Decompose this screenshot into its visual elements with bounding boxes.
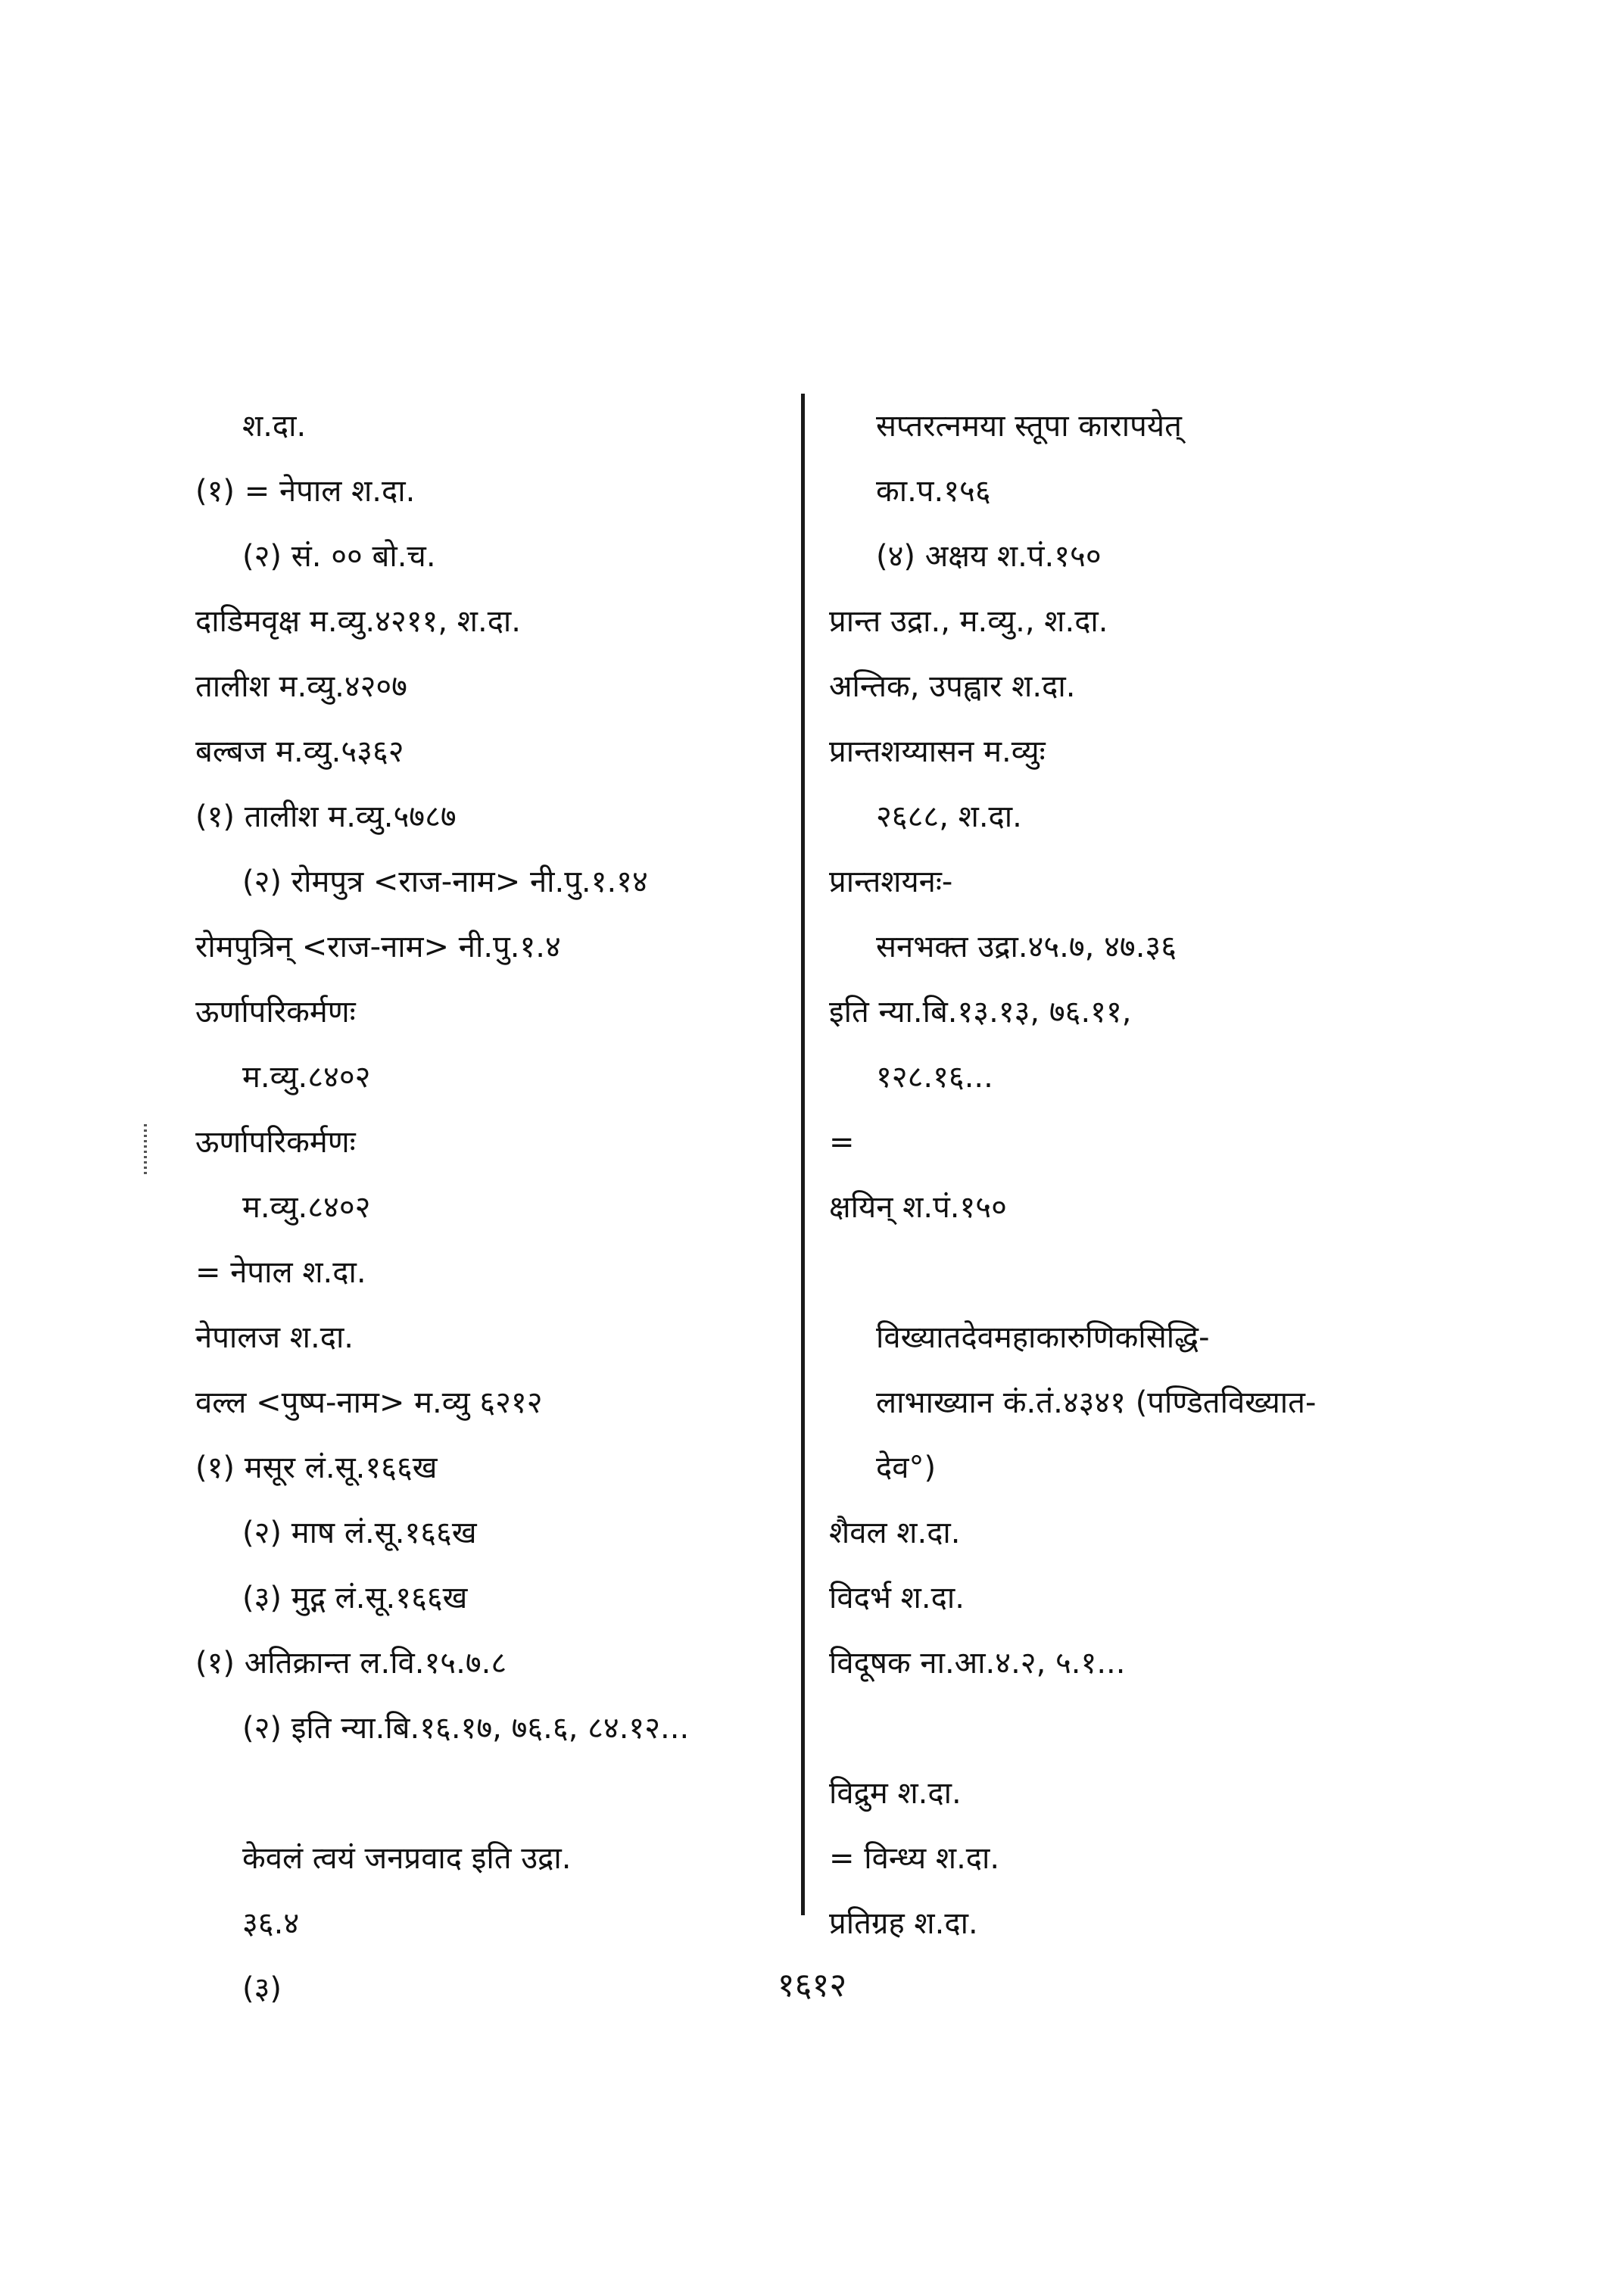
definition-text: (२) रोमपुत्र <राज-नाम> नी.पु.१.१४ bbox=[242, 865, 648, 899]
dictionary-line bbox=[829, 589, 1457, 654]
dictionary-line bbox=[195, 1566, 793, 1631]
dictionary-line bbox=[195, 1240, 793, 1305]
dictionary-line bbox=[195, 719, 793, 784]
dictionary-line bbox=[195, 1175, 793, 1240]
definition-text: (१) तालीश म.व्यु.५७८७ bbox=[195, 799, 457, 834]
dictionary-line bbox=[829, 719, 1457, 784]
dictionary-line bbox=[829, 914, 1457, 980]
left-column bbox=[195, 394, 793, 2021]
definition-text: प्रतिग्रह श.दा. bbox=[829, 1906, 978, 1941]
dictionary-line bbox=[829, 849, 1457, 914]
dictionary-line bbox=[829, 1631, 1457, 1696]
dictionary-line bbox=[829, 1566, 1457, 1631]
definition-text: (२) सं. ०० बो.च. bbox=[242, 539, 436, 574]
definition-text: केवलं त्वयं जनप्रवाद इति उद्रा. bbox=[242, 1841, 572, 1876]
definition-text: (४) अक्षय श.पं.१५० bbox=[876, 539, 1102, 574]
definition-text: विख्यातदेवमहाकारुणिकसिद्धि- bbox=[876, 1320, 1210, 1355]
dictionary-line bbox=[195, 1826, 793, 1891]
definition-text: रोमपुत्रिन् <राज-नाम> नी.पु.१.४ bbox=[195, 930, 561, 964]
dictionary-line bbox=[195, 524, 793, 589]
dictionary-line bbox=[195, 1435, 793, 1500]
dictionary-line bbox=[829, 1891, 1457, 1956]
definition-text: शैवल श.दा. bbox=[829, 1516, 961, 1550]
dictionary-line bbox=[829, 1370, 1457, 1435]
definition-text: (२) माष लं.सू.१६६ख bbox=[242, 1516, 477, 1550]
dictionary-line bbox=[195, 914, 793, 980]
definition-text: नेपालज श.दा. bbox=[195, 1320, 354, 1355]
dictionary-line bbox=[195, 1500, 793, 1566]
margin-mark bbox=[144, 1124, 147, 1177]
definition-text: अन्तिक, उपह्वार श.दा. bbox=[829, 669, 1076, 704]
definition-text: २६८८, श.दा. bbox=[876, 799, 1022, 834]
definition-text: वल्ल <पुष्प-नाम> म.व्यु ६२१२ bbox=[195, 1385, 543, 1420]
dictionary-line bbox=[195, 1631, 793, 1696]
definition-text: प्रान्त उद्रा., म.व्यु., श.दा. bbox=[829, 604, 1108, 639]
definition-text: १२८.१६... bbox=[876, 1060, 993, 1095]
definition-text: विदर्भ श.दा. bbox=[829, 1581, 965, 1615]
dictionary-line bbox=[829, 1826, 1457, 1891]
dictionary-line bbox=[195, 589, 793, 654]
definition-text: सप्तरत्नमया स्तूपा कारापयेत् bbox=[876, 409, 1182, 444]
definition-text: प्रान्तशय्यासन म.व्युः bbox=[829, 734, 1046, 769]
definition-text: विदूषक ना.आ.४.२, ५.१... bbox=[829, 1646, 1126, 1681]
dictionary-line bbox=[195, 1045, 793, 1110]
column-divider bbox=[801, 394, 805, 1915]
dictionary-line bbox=[829, 784, 1457, 849]
definition-text: = bbox=[829, 1125, 855, 1160]
dictionary-line bbox=[195, 394, 793, 459]
dictionary-line bbox=[829, 654, 1457, 719]
dictionary-line bbox=[195, 1891, 793, 1956]
definition-text: (३) bbox=[242, 1971, 282, 2006]
dictionary-line bbox=[195, 980, 793, 1045]
definition-text: (१) = नेपाल श.दा. bbox=[195, 474, 416, 509]
dictionary-line bbox=[829, 1435, 1457, 1500]
definition-text: प्रान्तशयनः- bbox=[829, 865, 953, 899]
definition-text: इति न्या.बि.१३.१३, ७६.११, bbox=[829, 995, 1132, 1030]
definition-text: विद्रुम श.दा. bbox=[829, 1776, 962, 1811]
definition-text: ऊर्णापरिकर्मणः bbox=[195, 1125, 356, 1160]
definition-text: तालीश म.व्यु.४२०७ bbox=[195, 669, 407, 704]
definition-text: का.प.१५६ bbox=[876, 474, 991, 509]
definition-text: सनभक्त उद्रा.४५.७, ४७.३६ bbox=[876, 930, 1177, 964]
definition-text: बल्बज म.व्यु.५३६२ bbox=[195, 734, 404, 769]
definition-text: (१) मसूर लं.सू.१६६ख bbox=[195, 1450, 438, 1485]
definition-text: देव°) bbox=[876, 1450, 937, 1485]
dictionary-line bbox=[195, 1110, 793, 1175]
dictionary-line bbox=[195, 1761, 793, 1826]
dictionary-line bbox=[829, 394, 1457, 459]
definition-text: दाडिमवृक्ष म.व्यु.४२११, श.दा. bbox=[195, 604, 522, 639]
definition-text: म.व्यु.८४०२ bbox=[242, 1060, 371, 1095]
dictionary-line bbox=[829, 1045, 1457, 1110]
definition-text: = नेपाल श.दा. bbox=[195, 1255, 366, 1290]
dictionary-line bbox=[829, 1240, 1457, 1305]
dictionary-line bbox=[829, 1761, 1457, 1826]
definition-text: (१) अतिक्रान्त ल.वि.१५.७.८ bbox=[195, 1646, 507, 1681]
definition-text: (३) मुद्ग लं.सू.१६६ख bbox=[242, 1581, 468, 1615]
dictionary-line bbox=[195, 1305, 793, 1370]
dictionary-line bbox=[829, 459, 1457, 524]
dictionary-line bbox=[829, 524, 1457, 589]
right-column bbox=[829, 394, 1457, 1956]
dictionary-line bbox=[195, 849, 793, 914]
dictionary-line bbox=[829, 1305, 1457, 1370]
dictionary-line bbox=[195, 459, 793, 524]
definition-text: क्षयिन् श.पं.१५० bbox=[829, 1190, 1007, 1225]
dictionary-line bbox=[829, 1696, 1457, 1761]
dictionary-line bbox=[195, 1370, 793, 1435]
definition-text: ३६.४ bbox=[242, 1906, 300, 1941]
dictionary-line bbox=[829, 1110, 1457, 1175]
definition-text: ऊर्णापरिकर्मणः bbox=[195, 995, 356, 1030]
page-number: १६१२ bbox=[777, 1966, 847, 2005]
definition-text: (२) इति न्या.बि.१६.१७, ७६.६, ८४.१२... bbox=[242, 1711, 690, 1746]
definition-text: = विन्ध्य श.दा. bbox=[829, 1841, 1000, 1876]
dictionary-line bbox=[829, 1500, 1457, 1566]
dictionary-line bbox=[829, 1175, 1457, 1240]
definition-text: लाभाख्यान कं.तं.४३४१ (पण्डितविख्यात- bbox=[876, 1385, 1317, 1420]
dictionary-line bbox=[195, 1696, 793, 1761]
definition-text: म.व्यु.८४०२ bbox=[242, 1190, 371, 1225]
definition-text: श.दा. bbox=[242, 409, 307, 444]
dictionary-line bbox=[195, 654, 793, 719]
dictionary-line bbox=[195, 784, 793, 849]
dictionary-line bbox=[829, 980, 1457, 1045]
